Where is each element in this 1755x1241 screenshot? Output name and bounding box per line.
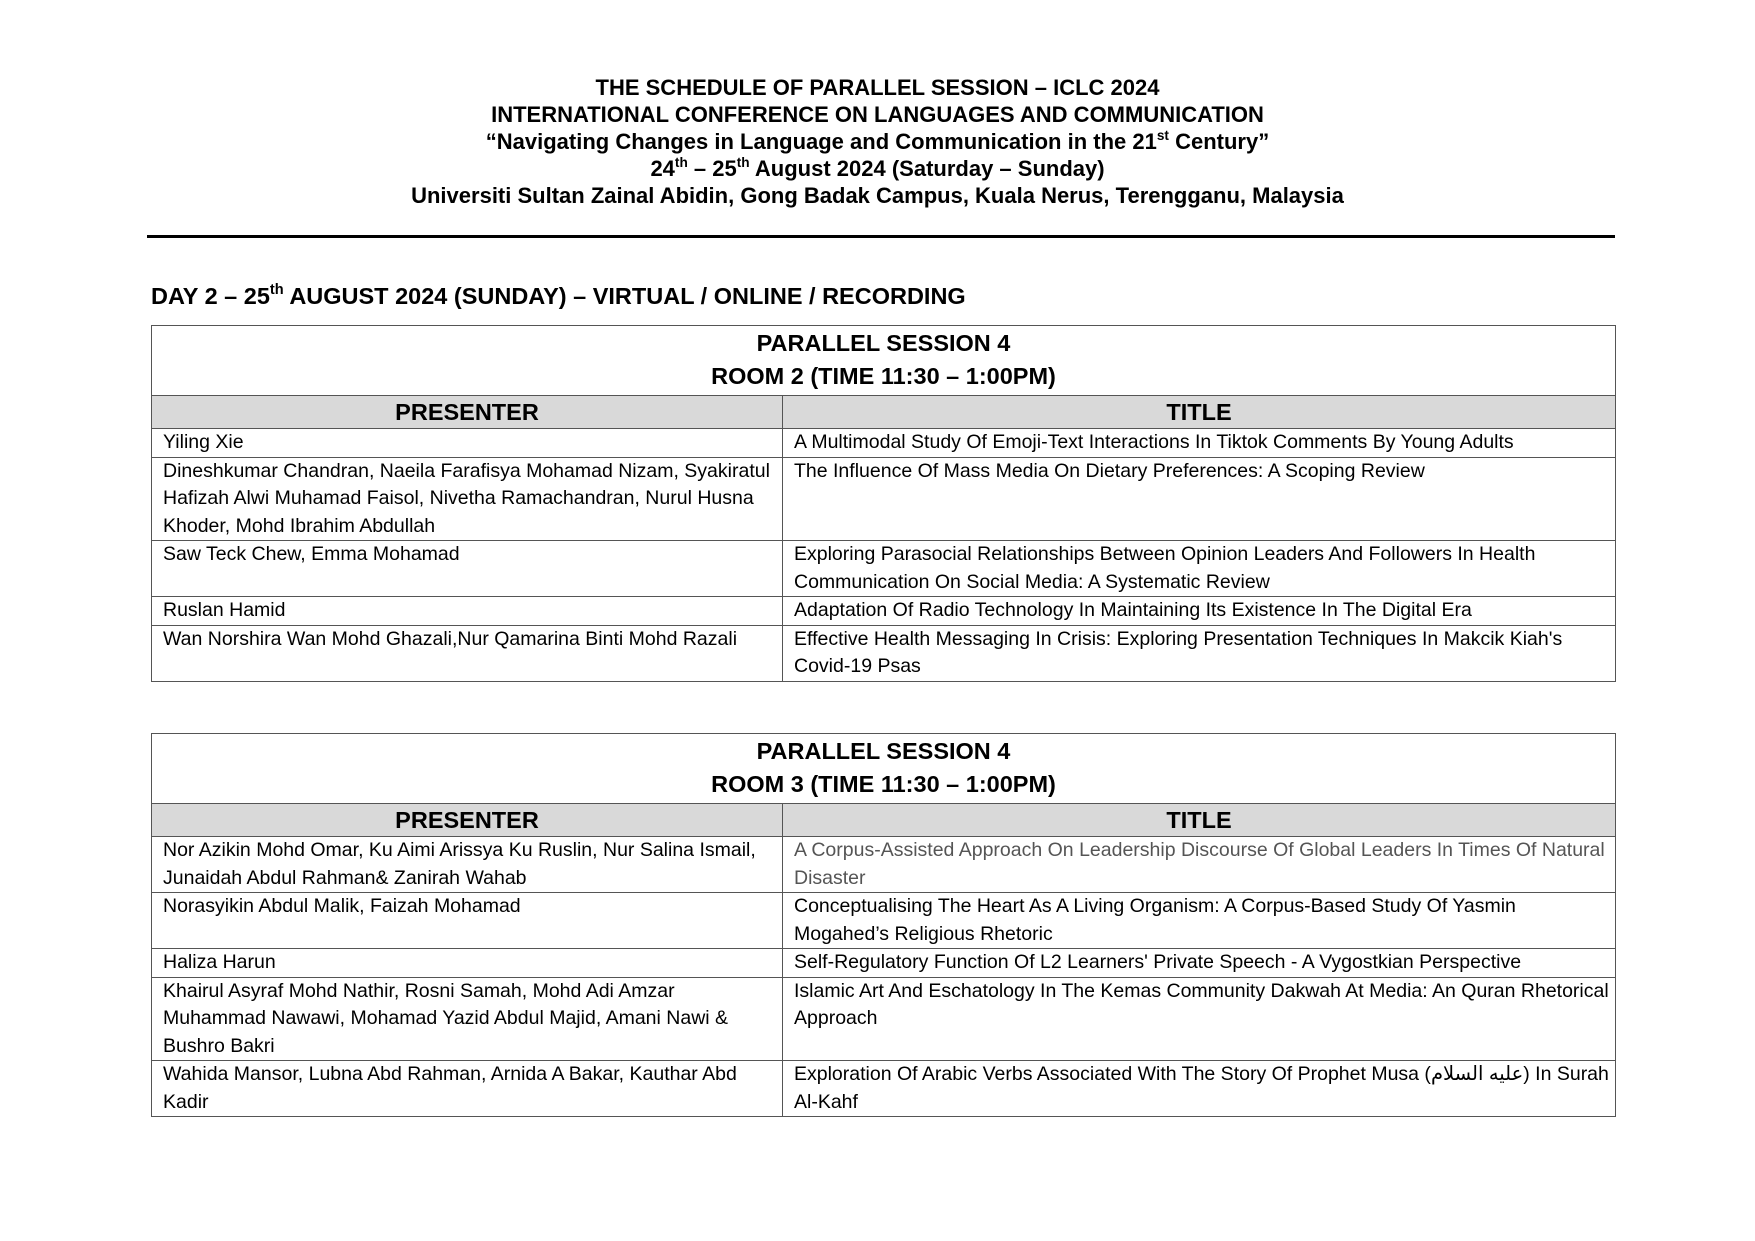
table-row [152, 893, 1616, 949]
table-row [152, 1061, 1616, 1117]
presenter-cell: Nor Azikin Mohd Omar, Ku Aimi Arissya Ku Ruslin, Nur Salina Ismail, Junaidah Abdul Rahman& Zanirah Wahab [152, 837, 783, 893]
session-room-time: ROOM 3 (TIME 11:30 – 1:00PM) [711, 771, 1056, 797]
table-row [152, 949, 1616, 978]
table-row [152, 597, 1616, 626]
table-row [152, 541, 1616, 597]
table-row [152, 429, 1616, 458]
session-table-room-2 [151, 325, 1616, 682]
presenter-cell: Khairul Asyraf Mohd Nathir, Rosni Samah, Mohd Adi Amzar Muhammad Nawawi, Mohamad Yazid Abdul Majid, Amani Nawi & Bushro Bakri [152, 977, 783, 1061]
document-header [0, 74, 1755, 209]
presenter-cell: Wahida Mansor, Lubna Abd Rahman, Arnida A Bakar, Kauthar Abd Kadir [152, 1061, 783, 1117]
presenter-cell: Dineshkumar Chandran, Naeila Farafisya Mohamad Nizam, Syakiratul Hafizah Alwi Muhamad Faisol, Nivetha Ramachandran, Nurul Husna Khoder, Mohd Ibrahim Abdullah [152, 457, 783, 541]
title-cell: A Multimodal Study Of Emoji-Text Interactions In Tiktok Comments By Young Adults [783, 429, 1616, 458]
presenter-cell: Saw Teck Chew, Emma Mohamad [152, 541, 783, 597]
table-row [152, 457, 1616, 541]
title-cell: The Influence Of Mass Media On Dietary Preferences: A Scoping Review [783, 457, 1616, 541]
conference-name: INTERNATIONAL CONFERENCE ON LANGUAGES AND COMMUNICATION [491, 102, 1264, 127]
header-divider [147, 235, 1615, 238]
title-cell: Exploring Parasocial Relationships Between Opinion Leaders And Followers In Health Communication On Social Media: A Systematic Review [783, 541, 1616, 597]
title-cell: A Corpus-Assisted Approach On Leadership Discourse Of Global Leaders In Times Of Natural Disaster [783, 837, 1616, 893]
title-column-header: TITLE [783, 804, 1616, 837]
presenter-cell: Ruslan Hamid [152, 597, 783, 626]
title-cell: Islamic Art And Eschatology In The Kemas Community Dakwah At Media: An Quran Rhetorical Approach [783, 977, 1616, 1061]
title-cell: Adaptation Of Radio Technology In Maintaining Its Existence In The Digital Era [783, 597, 1616, 626]
table-row [152, 977, 1616, 1061]
presenter-cell: Norasyikin Abdul Malik, Faizah Mohamad [152, 893, 783, 949]
day-heading: DAY 2 – 25th AUGUST 2024 (SUNDAY) – VIRTUAL / ONLINE / RECORDING [151, 282, 966, 309]
presenter-cell: Haliza Harun [152, 949, 783, 978]
conference-theme: “Navigating Changes in Language and Communication in the 21st Century” [485, 128, 1270, 154]
session-heading [152, 734, 1616, 804]
session-room-time: ROOM 2 (TIME 11:30 – 1:00PM) [711, 363, 1056, 389]
title-cell: Effective Health Messaging In Crisis: Exploring Presentation Techniques In Makcik Kiah's Covid-19 Psas [783, 625, 1616, 681]
table-row [152, 837, 1616, 893]
session-table-room-3 [151, 733, 1616, 1117]
session-heading [152, 326, 1616, 396]
title-cell: Conceptualising The Heart As A Living Organism: A Corpus-Based Study Of Yasmin Mogahed’s Religious Rhetoric [783, 893, 1616, 949]
presenter-cell: Yiling Xie [152, 429, 783, 458]
presenter-cell: Wan Norshira Wan Mohd Ghazali,Nur Qamarina Binti Mohd Razali [152, 625, 783, 681]
table-row [152, 625, 1616, 681]
schedule-title: THE SCHEDULE OF PARALLEL SESSION – ICLC 2024 [595, 75, 1160, 100]
presenter-column-header: PRESENTER [152, 396, 783, 429]
title-cell: Self-Regulatory Function Of L2 Learners' Private Speech - A Vygostkian Perspective [783, 949, 1616, 978]
title-cell: Exploration Of Arabic Verbs Associated With The Story Of Prophet Musa (عليه السلام) In Surah Al-Kahf [783, 1061, 1616, 1117]
conference-dates: 24th – 25th August 2024 (Saturday – Sunday) [650, 155, 1105, 181]
title-column-header: TITLE [783, 396, 1616, 429]
session-name: PARALLEL SESSION 4 [756, 330, 1011, 356]
conference-venue: Universiti Sultan Zainal Abidin, Gong Badak Campus, Kuala Nerus, Terengganu, Malaysia [411, 183, 1344, 208]
session-name: PARALLEL SESSION 4 [756, 738, 1011, 764]
presenter-column-header: PRESENTER [152, 804, 783, 837]
